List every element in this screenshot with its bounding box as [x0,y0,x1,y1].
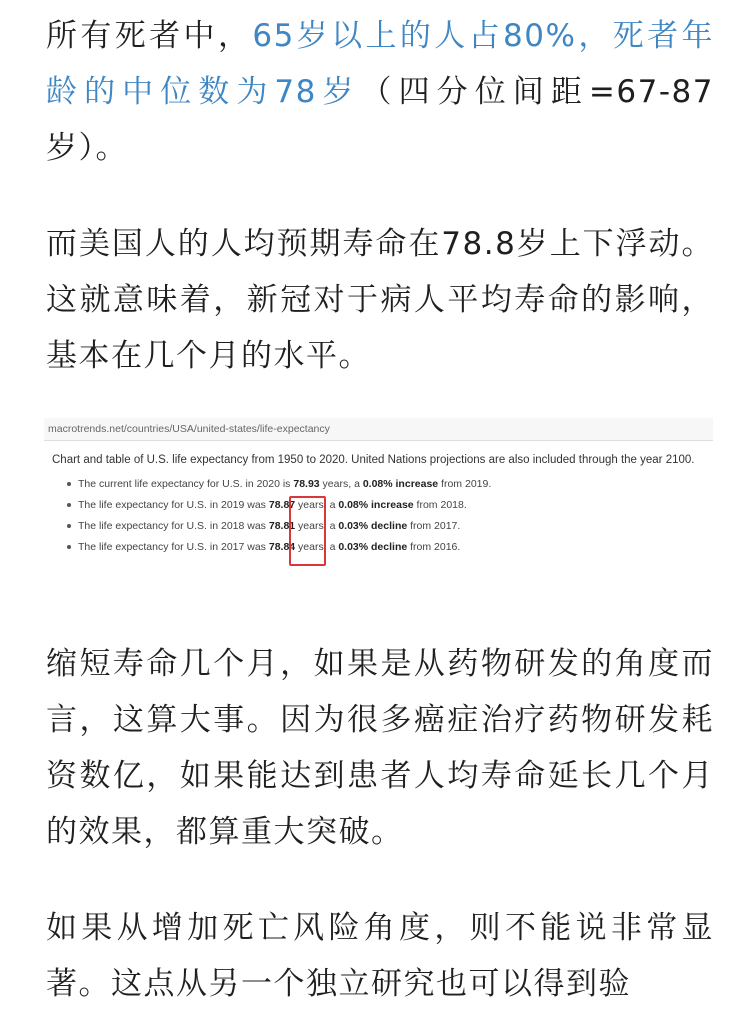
change-value: 0.03% decline [338,520,408,532]
list-item: The life expectancy for U.S. in 2018 was 78.81 years, a 0.03% decline from 2017. [66,516,713,537]
paragraph-2: 而美国人的人均预期寿命在78.8岁上下浮动。这就意味着，新冠对于病人平均寿命的影响，基本在几个月的水平。 [46,226,714,374]
life-expectancy-value: 78.84 [268,541,296,553]
paragraph-4: 如果从增加死亡风险角度，则不能说非常显著。这点从另一个独立研究也可以得到验 [46,910,714,1002]
paragraph-3: 缩短寿命几个月，如果是从药物研发的角度而言，这算大事。因为很多癌症治疗药物研发耗资数亿，如果能达到患者人均寿命延长几个月的效果，都算重大突破。 [46,646,714,850]
life-expectancy-value: 78.87 [268,499,296,511]
paragraph-1 [46,8,714,176]
change-value: 0.08% increase [338,499,414,511]
embedded-webpage-screenshot [44,418,713,578]
list-item: The current life expectancy for U.S. in 2020 is 78.93 years, a 0.08% increase from 2019. [66,474,713,495]
life-expectancy-value: 78.81 [268,520,296,532]
life-expectancy-list [44,474,713,558]
paragraph-1-lead: 所有死者中， [46,18,253,54]
change-value: 0.08% increase [362,478,439,490]
paragraph-1-tail: （四分位间距=67-87岁）。 [46,74,714,166]
list-item: The life expectancy for U.S. in 2019 was 78.87 years, a 0.08% increase from 2018. [66,495,713,516]
url-bar: macrotrends.net/countries/USA/united-states/life-expectancy [44,418,713,441]
life-expectancy-value: 78.93 [293,478,320,490]
list-item: The life expectancy for U.S. in 2017 was 78.84 years, a 0.03% decline from 2016. [66,537,713,558]
paragraph-1-highlight: 65岁以上的人占80%，死者年龄的中位数为78岁 [46,18,714,110]
change-value: 0.03% decline [338,541,408,553]
screenshot-intro: Chart and table of U.S. life expectancy from 1950 to 2020. United Nations projections are also included through the year 2100. [52,454,695,466]
red-highlight-box [289,496,326,566]
